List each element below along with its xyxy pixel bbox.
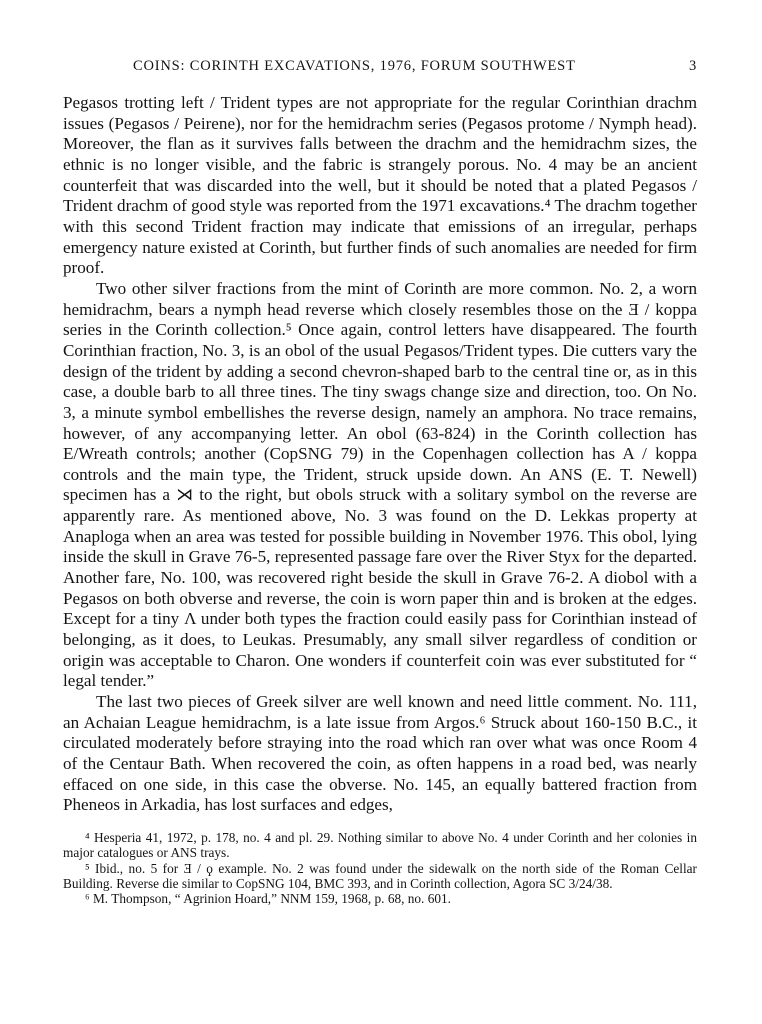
running-header: [63, 58, 697, 82]
paragraph-2: Two other silver fractions from the mint of Corinth are more common. No. 2, a worn hemidrachm, bears a nymph head reverse which closely resembles those on the Ǝ / koppa series in the Corinth collection.⁵ Once again, control letters have disappeared. The fourth Corinthian fraction, No. 3, is an obol of the usual Pegasos/Trident types. Die cutters vary the design of the trident by adding a second chevron-shaped barb to the central tine or, as in this case, a double barb to all three tines. The tiny swags change size and direction, too. On No. 3, a minute symbol embellishes the reverse design, namely an amphora. No trace remains, however, of any accompanying letter. An obol (63-824) in the Corinth collection has E/Wreath controls; another (CopSNG 79) in the Copenhagen collection has A / koppa controls and the main type, the Trident, struck upside down. An ANS (E. T. Newell) specimen has a ⋊ to the right, but obols struck with a solitary symbol on the reverse are apparently rare. As mentioned above, No. 3 was found on the D. Lekkas property at Anaploga when an area was tested for possible building in November 1976. This obol, lying inside the skull in Grave 76-5, represented passage fare over the River Styx for the departed. Another fare, No. 100, was recovered right beside the skull in Grave 76-2. A diobol with a Pegasos on both obverse and reverse, the coin is worn paper thin and is broken at the edges. Except for a tiny Λ under both types the fraction could easily pass for Corinthian instead of belonging, as it does, to Leukas. Presumably, any small silver regardless of condition or origin was acceptable to Charon. One wonders if counterfeit coin was ever substituted for “ legal tender.”: [63, 278, 697, 691]
paragraph-1: Pegasos trotting left / Trident types are not appropriate for the regular Corinthian drachm issues (Pegasos / Peirene), nor for the hemidrachm series (Pegasos protome / Nymph head). Moreover, the flan as it survives falls between the drachm and the hemidrachm sizes, the ethnic is no longer visible, and the fabric is strangely porous. No. 4 may be an ancient counterfeit that was discarded into the well, but it should be noted that a plated Pegasos / Trident drachm of good style was reported from the 1971 excavations.⁴ The drachm together with this second Trident fraction may indicate that emissions of an irregular, perhaps emergency nature existed at Corinth, but further finds of such anomalies are needed for firm proof.: [63, 93, 697, 278]
document-page: [63, 58, 697, 906]
page-number: 3: [688, 58, 697, 74]
footnote-5: ⁵ Ibid., no. 5 for Ǝ / ϙ example. No. 2 was found under the sidewalk on the north side of the Roman Cellar Building. Reverse die similar to CopSNG 104, BMC 393, and in Corinth collection, Agora SC 3/24/38.: [63, 860, 697, 891]
body-text: [63, 93, 697, 816]
footnote-4: ⁴ Hesperia 41, 1972, p. 178, no. 4 and pl. 29. Nothing similar to above No. 4 under Corinth and her colonies in major catalogues or ANS trays.: [63, 829, 697, 861]
paragraph-3: The last two pieces of Greek silver are well known and need little comment. No. 111, an Achaian League hemidrachm, is a late issue from Argos.⁶ Struck about 160-150 B.C., it circulated moderately before straying into the road which ran over what was once Room 4 of the Centaur Bath. When recovered the coin, as often happens in a road bed, was nearly effaced on one side, in this case the obverse. No. 145, an equally battered fraction from Pheneos in Arkadia, has lost surfaces and edges,: [63, 692, 697, 815]
footnotes: [63, 830, 697, 906]
footnote-6: ⁶ M. Thompson, “ Agrinion Hoard,” NNM 159, 1968, p. 68, no. 601.: [85, 891, 451, 907]
running-title: COINS: CORINTH EXCAVATIONS, 1976, FORUM SOUTHWEST: [133, 58, 576, 74]
